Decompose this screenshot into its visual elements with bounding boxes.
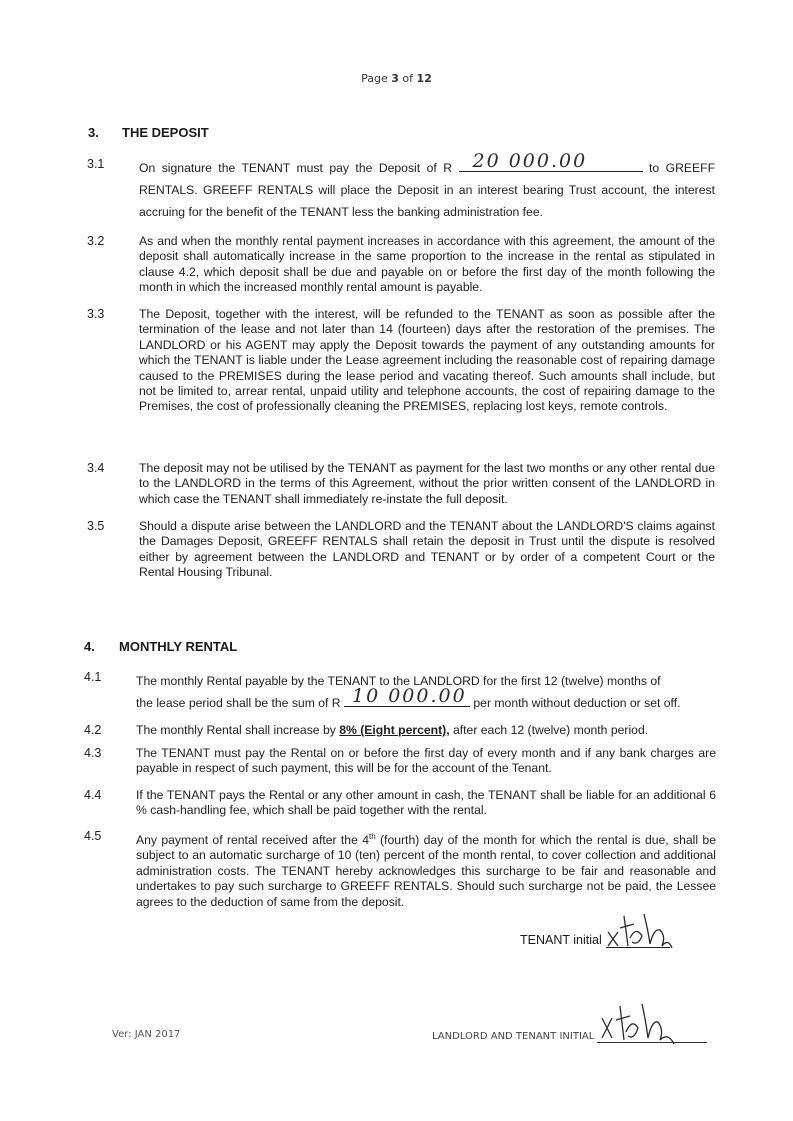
clause-text: The monthly Rental shall increase by [136, 723, 340, 737]
clause-number: 3.1 [87, 157, 105, 171]
landlord-tenant-initial-signature [598, 1000, 678, 1046]
clause-number: 3.2 [87, 234, 105, 248]
clause-text: Any payment of rental received after the 4th (fourth) day of the month for which the rental is due, shall be subject to an automatic surcharge of 10 (ten) percent of the month rental, to cover collection and additional administration costs. The TENANT hereby acknowledges this surcharge to be fair and reasonable and undertakes to pay such surcharge to GREEFF RENTALS. Should such surcharge not be paid, the Lessee agrees to the deduction of same from the deposit. [136, 832, 716, 909]
page-number: Page 3 of 12 [361, 72, 432, 85]
clause-text: As and when the monthly rental payment increases in accordance with this agreement, the amount of the deposit shall automatically increase in the same proportion to the increase in the rental as stipulated in clause 4.2, which deposit shall be due and payable on or before the first day of the month following the month in which the increased monthly rental amount is payable. [139, 234, 715, 295]
clause-number: 4.2 [84, 723, 102, 737]
deposit-amount-field [459, 150, 643, 172]
clause-text: The deposit may not be utilised by the TENANT as payment for the last two months or any other rental due to the LANDLORD in the terms of this Agreement, without the prior written consent of the LANDLORD in which case the TENANT shall immediately re-instate the full deposit. [139, 461, 715, 506]
clause-number: 3.5 [87, 519, 105, 533]
rental-amount-field [344, 685, 470, 707]
tenant-initial-label: TENANT initial [520, 933, 602, 947]
clause-number: 3.3 [87, 307, 105, 321]
clause-text: On signature the TENANT must pay the Deposit of R [139, 161, 453, 175]
rental-amount: 10 000.00 [352, 685, 467, 707]
clause-number: 4.3 [84, 746, 102, 760]
clause-number: 4.1 [84, 670, 102, 684]
section-number: 3. [88, 125, 99, 140]
landlord-tenant-initial-label: LANDLORD AND TENANT INITIAL [432, 1031, 595, 1042]
increase-rate: 8% (Eight percent), [339, 723, 450, 737]
clause-number: 4.5 [84, 829, 102, 843]
section-title: MONTHLY RENTAL [119, 639, 238, 654]
clause-text: If the TENANT pays the Rental or any other amount in cash, the TENANT shall be liable for an additional 6 % cash-handling fee, which shall be paid together with the rental. [136, 788, 716, 818]
clause-text: The monthly Rental payable by the TENANT to the LANDLORD for the first 12 (twelve) months of [136, 674, 661, 688]
clause-number: 3.4 [87, 461, 105, 475]
section-title: THE DEPOSIT [122, 125, 209, 140]
deposit-amount: 20 000.00 [472, 150, 588, 172]
clause-text: The Deposit, together with the interest, will be refunded to the TENANT as soon as possible after the termination of the lease and not later than 14 (fourteen) days after the restoration of the premises. The LANDLORD or his AGENT may apply the Deposit towards the payment of any outstanding amounts for which the TENANT is liable under the Lease agreement including the reasonable cost of repairing damage caused to the PREMISES during the lease period and vacating thereof. Such amounts shall include, but not be limited to, arrear rental, unpaid utility and telephone accounts, the cost of repairing damage to the Premises, the cost of professionally cleaning the PREMISES, replacing lost keys, remote controls. [139, 307, 715, 414]
clause-text: The TENANT must pay the Rental on or before the first day of every month and if any bank charges are payable in respect of such payment, this will be for the account of the Tenant. [136, 746, 716, 776]
tenant-initial-signature [604, 908, 674, 950]
clause-text: Should a dispute arise between the LANDLORD and the TENANT about the LANDLORD'S claims against the Damages Deposit, GREEFF RENTALS shall retain the deposit in Trust until the dispute is resolved either by agreement between the LANDLORD and TENANT or by order of a competent Court or the Rental Housing Tribunal. [139, 519, 715, 580]
version-label: Ver: JAN 2017 [112, 1029, 181, 1040]
clause-number: 4.4 [84, 788, 102, 802]
section-number: 4. [84, 639, 95, 654]
